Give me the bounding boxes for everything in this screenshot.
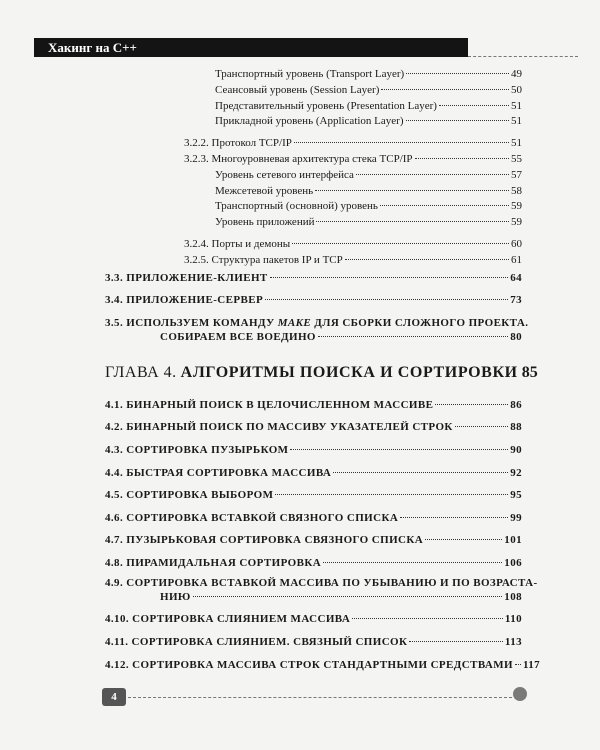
- toc-section[interactable]: 4.12. СОРТИРОВКА МАССИВА СТРОК СТАНДАРТНЫМИ СРЕДСТВАМИ 117: [105, 659, 541, 671]
- leader-dots: [270, 277, 509, 278]
- toc-entry[interactable]: 3.2.3. Многоуровневая архитектура стека TCP/IP 55: [184, 153, 522, 165]
- toc-entry[interactable]: Прикладной уровень (Application Layer) 51: [215, 115, 522, 127]
- footer-dot: [513, 687, 527, 701]
- leader-dots: [345, 259, 509, 260]
- leader-dots: [292, 243, 509, 244]
- leader-dots: [318, 336, 508, 337]
- toc-entry[interactable]: Транспортный уровень (Transport Layer) 49: [215, 68, 522, 80]
- leader-dots: [265, 299, 508, 300]
- leader-dots: [323, 562, 502, 563]
- toc-entry[interactable]: 3.2.4. Порты и демоны 60: [184, 238, 522, 250]
- toc-entry[interactable]: Межсетевой уровень 58: [215, 185, 522, 197]
- leader-dots: [455, 426, 508, 427]
- toc-entry[interactable]: Сеансовый уровень (Session Layer) 50: [215, 84, 522, 96]
- page-number-badge: 4: [102, 688, 126, 706]
- leader-dots: [406, 73, 509, 74]
- toc-entry[interactable]: Представительный уровень (Presentation Layer) 51: [215, 100, 522, 112]
- leader-dots: [275, 494, 508, 495]
- leader-dots: [415, 158, 509, 159]
- leader-dots: [356, 174, 509, 175]
- toc-entry[interactable]: Транспортный (основной) уровень 59: [215, 200, 522, 212]
- toc-section[interactable]: 4.3. СОРТИРОВКА ПУЗЫРЬКОМ 90: [105, 444, 522, 456]
- toc-entry[interactable]: Уровень сетевого интерфейса 57: [215, 169, 522, 181]
- leader-dots: [352, 618, 503, 619]
- toc-section[interactable]: 4.4. БЫСТРАЯ СОРТИРОВКА МАССИВА 92: [105, 467, 522, 479]
- toc-section[interactable]: 4.5. СОРТИРОВКА ВЫБОРОМ 95: [105, 489, 522, 501]
- leader-dots: [439, 105, 509, 106]
- leader-dots: [294, 142, 509, 143]
- toc-section[interactable]: 3.3. ПРИЛОЖЕНИЕ-КЛИЕНТ 64: [105, 272, 522, 284]
- toc-entry[interactable]: 3.2.2. Протокол TCP/IP 51: [184, 137, 522, 149]
- leader-dots: [435, 404, 508, 405]
- leader-dots: [380, 205, 509, 206]
- toc-section[interactable]: 4.1. БИНАРНЫЙ ПОИСК В ЦЕЛОЧИСЛЕННОМ МАССИВЕ 86: [105, 399, 522, 411]
- leader-dots: [333, 472, 508, 473]
- toc-entry[interactable]: 3.2.5. Структура пакетов IP и TCP 61: [184, 254, 522, 266]
- leader-dots: [406, 120, 510, 121]
- toc-section-3-5-line1[interactable]: 3.5. ИСПОЛЬЗУЕМ КОМАНДУ MAKE ДЛЯ СБОРКИ СЛОЖНОГО ПРОЕКТА.: [105, 317, 529, 329]
- leader-dots: [515, 664, 521, 665]
- book-title: Хакинг на С++: [48, 40, 137, 55]
- leader-dots: [316, 221, 509, 222]
- leader-dots: [400, 517, 508, 518]
- toc-section[interactable]: 4.11. СОРТИРОВКА СЛИЯНИЕМ. СВЯЗНЫЙ СПИСОК 113: [105, 636, 522, 648]
- leader-dots: [381, 89, 509, 90]
- toc-section[interactable]: 4.10. СОРТИРОВКА СЛИЯНИЕМ МАССИВА 110: [105, 613, 522, 625]
- toc-section-3-5-line2[interactable]: СОБИРАЕМ ВСЕ ВОЕДИНО 80: [160, 331, 522, 343]
- leader-dots: [425, 539, 502, 540]
- toc-section[interactable]: 3.4. ПРИЛОЖЕНИЕ-СЕРВЕР 73: [105, 294, 522, 306]
- header-rule: [468, 56, 578, 57]
- footer-rule: [128, 697, 512, 698]
- toc-section-4-9-line1[interactable]: 4.9. СОРТИРОВКА ВСТАВКОЙ МАССИВА ПО УБЫВАНИЮ И ПО ВОЗРАСТА-: [105, 577, 538, 589]
- chapter-heading[interactable]: ГЛАВА 4. АЛГОРИТМЫ ПОИСКА И СОРТИРОВКИ 85: [105, 364, 538, 381]
- leader-dots: [315, 190, 509, 191]
- toc-section[interactable]: 4.2. БИНАРНЫЙ ПОИСК ПО МАССИВУ УКАЗАТЕЛЕЙ СТРОК 88: [105, 421, 522, 433]
- toc-entry[interactable]: Уровень приложений 59: [215, 216, 522, 228]
- toc-section[interactable]: 4.7. ПУЗЫРЬКОВАЯ СОРТИРОВКА СВЯЗНОГО СПИСКА 101: [105, 534, 522, 546]
- leader-dots: [193, 596, 503, 597]
- toc-section[interactable]: 4.6. СОРТИРОВКА ВСТАВКОЙ СВЯЗНОГО СПИСКА 99: [105, 512, 522, 524]
- leader-dots: [409, 641, 503, 642]
- toc-section-4-9-line2[interactable]: НИЮ 108: [160, 591, 522, 603]
- toc-section[interactable]: 4.8. ПИРАМИДАЛЬНАЯ СОРТИРОВКА 106: [105, 557, 522, 569]
- leader-dots: [290, 449, 508, 450]
